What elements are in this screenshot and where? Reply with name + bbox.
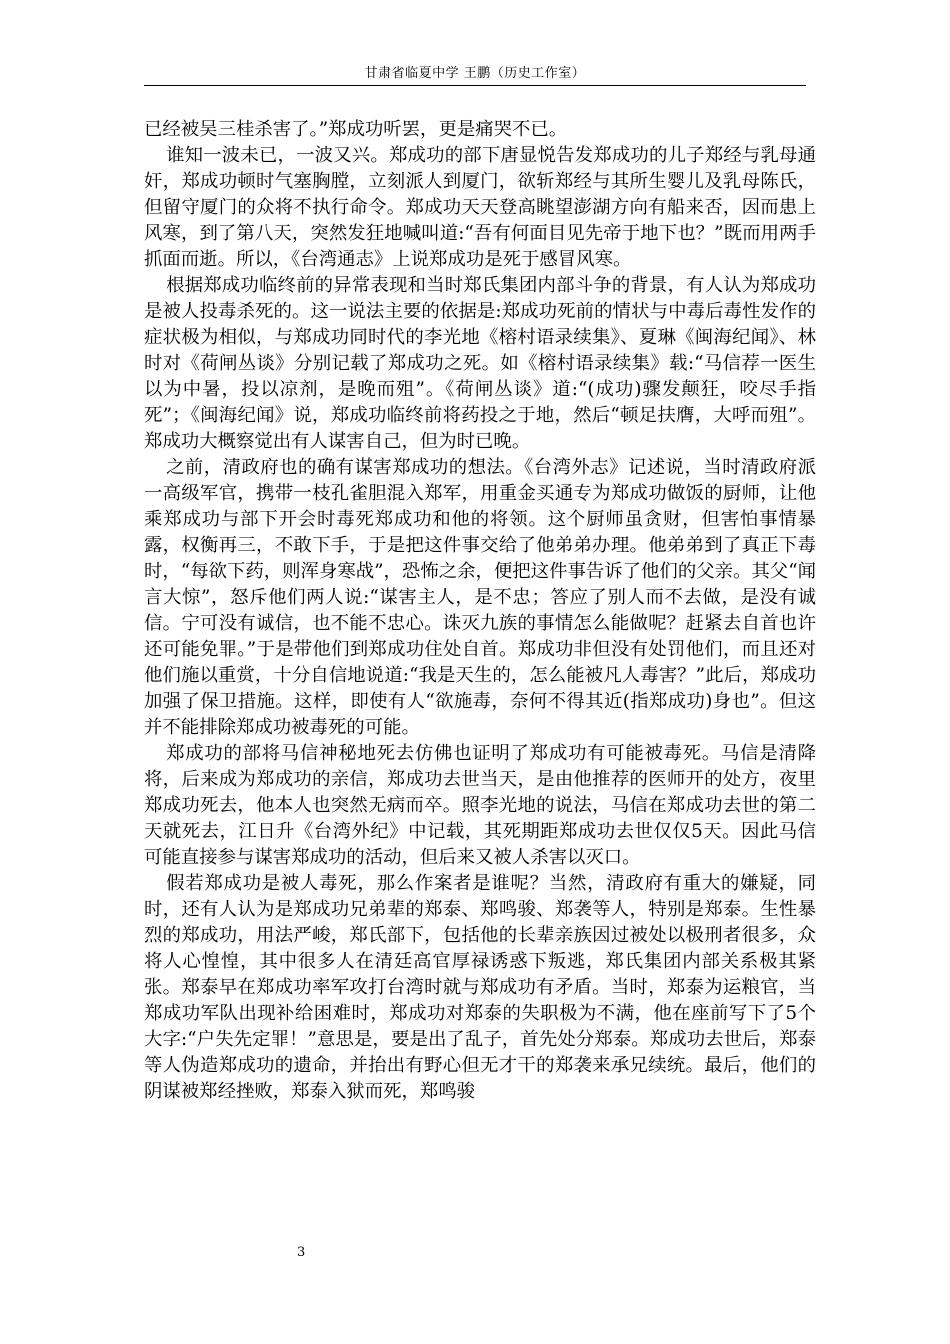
paragraph: 谁知一波未已，一波又兴。郑成功的部下唐显悦告发郑成功的儿子郑经与乳母通奸，郑成功顿时气塞胸膛，立刻派人到厦门，欲斩郑经与其所生婴儿及乳母陈氏，但留守厦门的众将不执行命令。郑成功天天登高眺望澎湖方向有船来否，因而患上风寒，到了第八天，突然发狂地喊叫道:“吾有何面目见先帝于地下也？”既而用两手抓面而逝。所以，《台湾通志》上说郑成功是死于感冒风寒。 [144,145,816,270]
body-text [144,117,816,1105]
header-rule [144,85,806,86]
page-header: 甘肃省临夏中学 王鹏（历史工作室） [364,66,586,81]
page-number: 3 [297,1245,306,1260]
paragraph: 假若郑成功是被人毒死，那么作案者是谁呢？当然，清政府有重大的嫌疑，同时，还有人认为是郑成功兄弟辈的郑泰、郑鸣骏、郑袭等人，特别是郑泰。生性暴烈的郑成功，用法严峻，郑氏部下，包括他的长辈亲族因过被处以极刑者很多，众将人心惶惶，其中很多人在清廷高官厚禄诱惑下叛逃，郑氏集团内部关系极其紧张。郑泰早在郑成功率军攻打台湾时就与郑成功有矛盾。当时，郑泰为运粮官，当郑成功军队出现补给困难时，郑成功对郑泰的失职极为不满，他在座前写下了5个大字:“户失先定罪！”意思是，要是出了乱子，首先处分郑泰。郑成功去世后，郑泰等人伪造郑成功的遗命，并抬出有野心但无才干的郑袭来承兄续统。最后，他们的阴谋被郑经挫败，郑泰入狱而死，郑鸣骏 [144,873,816,1102]
paragraph: 根据郑成功临终前的异常表现和当时郑氏集团内部斗争的背景，有人认为郑成功是被人投毒杀死的。这一说法主要的依据是:郑成功死前的情状与中毒后毒性发作的症状极为相似，与郑成功同时代的李光地《榕村语录续集》、夏琳《闽海纪闻》、林时对《荷闸丛谈》分别记载了郑成功之死。如《榕村语录续集》载:“马信荐一医生以为中暑，投以凉剂，是晚而殂”。《荷闸丛谈》道:“(成功)骤发颠狂，咬尽手指死”；《闽海纪闻》说，郑成功临终前将药投之于地，然后“顿足扶膺，大呼而殂”。郑成功大概察觉出有人谋害自己，但为时已晚。 [144,275,816,452]
paragraph: 郑成功的部将马信神秘地死去仿佛也证明了郑成功有可能被毒死。马信是清降将，后来成为郑成功的亲信，郑成功去世当天，是由他推荐的医师开的处方，夜里郑成功死去，他本人也突然无病而卒。照李光地的说法，马信在郑成功去世的第二天就死去，江日升《台湾外纪》中记载，其死期距郑成功去世仅仅5天。因此马信可能直接参与谋害郑成功的活动，但后来又被人杀害以灭口。 [144,743,816,868]
paragraph: 之前，清政府也的确有谋害郑成功的想法。《台湾外志》记述说，当时清政府派一高级军官，携带一枝孔雀胆混入郑军，用重金买通专为郑成功做饭的厨师，让他乘郑成功与部下开会时毒死郑成功和他的将领。这个厨师虽贪财，但害怕事情暴露，权衡再三，不敢下手，于是把这件事交给了他弟弟办理。他弟弟到了真正下毒时，“每欲下药，则浑身寒战”，恐怖之余，便把这件事告诉了他们的父亲。其父“闻言大惊”，怒斥他们两人说:“谋害主人，是不忠；答应了别人而不去做，是没有诚信。宁可没有诚信，也不能不忠心。诛灭九族的事情怎么能做呢？赶紧去自首也许还可能免罪。”于是带他们到郑成功住处自首。郑成功非但没有处罚他们，而且还对他们施以重赏，十分自信地说道:“我是天生的，怎么能被凡人毒害？”此后，郑成功加强了保卫措施。这样，即使有人“欲施毒，奈何不得其近(指郑成功)身也”。但这并不能排除郑成功被毒死的可能。 [144,457,816,738]
paragraph: 已经被吴三桂杀害了。”郑成功听罢，更是痛哭不已。 [144,119,568,140]
